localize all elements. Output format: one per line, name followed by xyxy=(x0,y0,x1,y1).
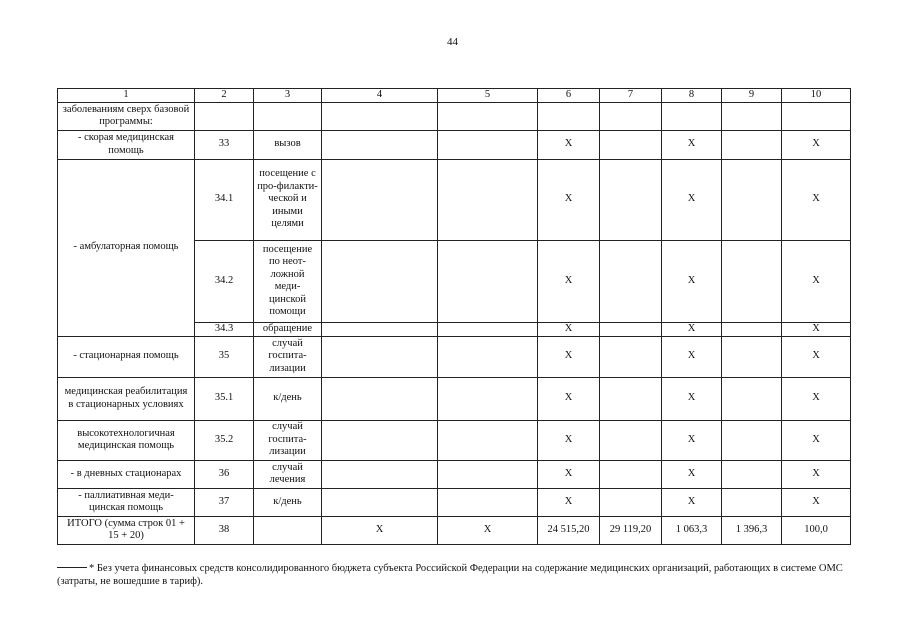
row-unit: посещение по неот-ложной меди-цинской помощи xyxy=(254,240,322,322)
row-code: 33 xyxy=(195,130,254,159)
total-row xyxy=(58,516,851,544)
row-name: - паллиативная меди-цинская помощь xyxy=(58,488,195,516)
total-value: 24 515,20 xyxy=(538,516,600,544)
row-code: 36 xyxy=(195,460,254,488)
cell-x: X xyxy=(538,240,600,322)
cell-x: X xyxy=(322,516,438,544)
row-name: заболеваниям сверх базовой программы: xyxy=(58,102,195,130)
cell-x: X xyxy=(538,336,600,377)
header-row xyxy=(58,89,851,103)
total-value: 29 119,20 xyxy=(600,516,662,544)
cell-x: X xyxy=(538,420,600,460)
row-code: 35 xyxy=(195,336,254,377)
table-row xyxy=(58,377,851,420)
footnote xyxy=(57,562,847,588)
header-cell: 3 xyxy=(254,89,322,103)
cell-x: X xyxy=(782,322,851,336)
row-unit: обращение xyxy=(254,322,322,336)
row-code: 34.3 xyxy=(195,322,254,336)
cell-x: X xyxy=(662,420,722,460)
row-name: - скорая медицинская помощь xyxy=(58,130,195,159)
row-unit: посещение с про-филакти-ческой и иными целями xyxy=(254,159,322,240)
cell-x: X xyxy=(538,488,600,516)
table-row xyxy=(58,159,851,240)
header-cell: 7 xyxy=(600,89,662,103)
row-unit: случай госпита-лизации xyxy=(254,336,322,377)
row-code: 37 xyxy=(195,488,254,516)
cell-x: X xyxy=(782,159,851,240)
row-code: 34.2 xyxy=(195,240,254,322)
cell-x: X xyxy=(438,516,538,544)
cell-x: X xyxy=(662,460,722,488)
row-code: 35.1 xyxy=(195,377,254,420)
cell-x: X xyxy=(662,488,722,516)
cell-x: X xyxy=(782,130,851,159)
cell-x: X xyxy=(782,420,851,460)
row-unit: к/день xyxy=(254,377,322,420)
row-name: медицинская реабилитация в стационарных условиях xyxy=(58,377,195,420)
row-code: 35.2 xyxy=(195,420,254,460)
row-name: - стационарная помощь xyxy=(58,336,195,377)
row-unit: к/день xyxy=(254,488,322,516)
row-name: - в дневных стационарах xyxy=(58,460,195,488)
header-cell: 2 xyxy=(195,89,254,103)
cell-x: X xyxy=(782,336,851,377)
header-cell: 6 xyxy=(538,89,600,103)
expenditure-table xyxy=(57,88,851,545)
cell-x: X xyxy=(662,377,722,420)
footnote-text: * Без учета финансовых средств консолидированного бюджета субъекта Российской Федерации на содержание медицинских организаций, работающих в системе ОМС (затраты, не вошедшие в тариф). xyxy=(57,563,843,587)
header-cell: 4 xyxy=(322,89,438,103)
cell-x: X xyxy=(538,377,600,420)
table-row xyxy=(58,336,851,377)
total-value: 1 063,3 xyxy=(662,516,722,544)
row-unit: вызов xyxy=(254,130,322,159)
cell-x: X xyxy=(782,240,851,322)
cell-x: X xyxy=(662,159,722,240)
cell-x: X xyxy=(782,488,851,516)
header-cell: 1 xyxy=(58,89,195,103)
table-row xyxy=(58,130,851,159)
header-cell: 10 xyxy=(782,89,851,103)
cell-x: X xyxy=(782,460,851,488)
row-name: высокотехнологичная медицинская помощь xyxy=(58,420,195,460)
cell-x: X xyxy=(538,130,600,159)
row-code: 38 xyxy=(195,516,254,544)
cell-x: X xyxy=(538,322,600,336)
row-name: ИТОГО (сумма строк 01 + 15 + 20) xyxy=(58,516,195,544)
total-value: 100,0 xyxy=(782,516,851,544)
row-code: 34.1 xyxy=(195,159,254,240)
cell-x: X xyxy=(662,336,722,377)
header-cell: 8 xyxy=(662,89,722,103)
header-cell: 9 xyxy=(722,89,782,103)
cell-x: X xyxy=(538,159,600,240)
row-unit: случай госпита-лизации xyxy=(254,420,322,460)
table-row xyxy=(58,488,851,516)
cell-x: X xyxy=(662,240,722,322)
header-cell: 5 xyxy=(438,89,538,103)
row-unit: случай лечения xyxy=(254,460,322,488)
table-row xyxy=(58,420,851,460)
total-value: 1 396,3 xyxy=(722,516,782,544)
cell-x: X xyxy=(782,377,851,420)
cell-x: X xyxy=(662,322,722,336)
footnote-rule xyxy=(57,567,87,568)
page-number: 44 xyxy=(447,36,458,48)
table-row xyxy=(58,102,851,130)
cell-x: X xyxy=(662,130,722,159)
table-row xyxy=(58,460,851,488)
cell-x: X xyxy=(538,460,600,488)
row-name: - амбулаторная помощь xyxy=(58,159,195,336)
